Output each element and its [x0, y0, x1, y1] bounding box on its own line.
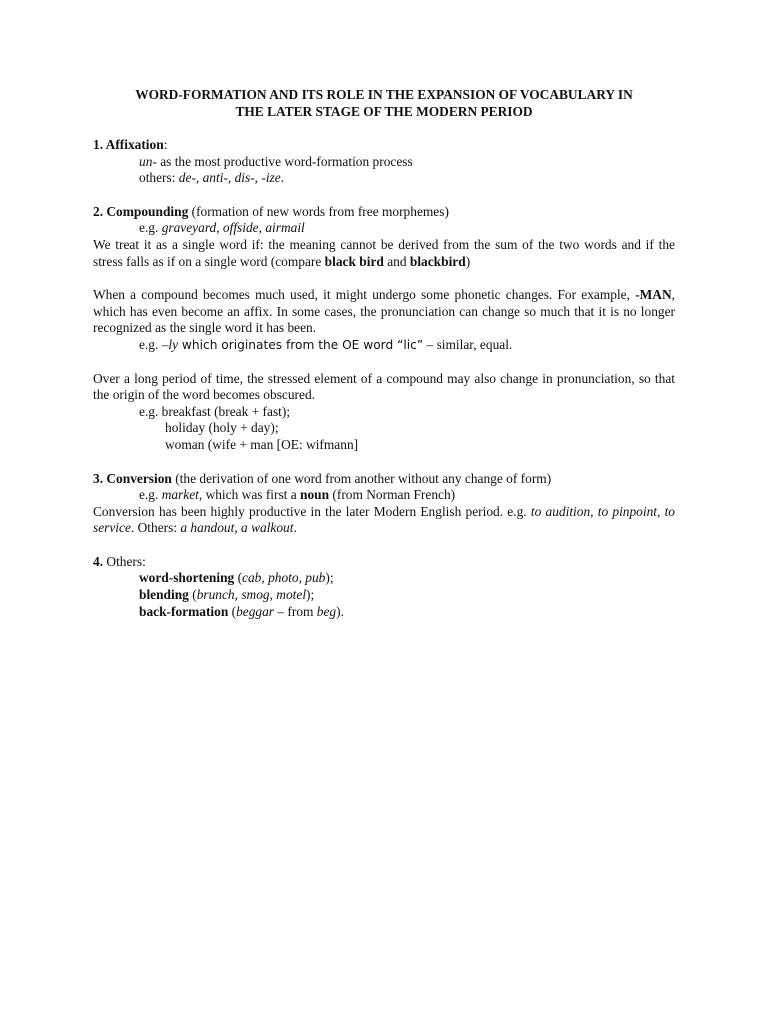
compounding-paragraph-1: We treat it as a single word if: the meaning cannot be derived from the sum of the two words and if the stress falls as if on a single word (compare black bird and blackbird): [93, 236, 675, 269]
compounding-paragraph-3: Over a long period of time, the stressed element of a compound may also change in pronunciation, so that the origin of the word becomes obscured.: [93, 370, 675, 403]
conversion-example: e.g. market, which was first a noun (from Norman French): [139, 487, 456, 503]
affixation-line-1: un- as the most productive word-formation process: [139, 153, 413, 169]
compounding-example: e.g. graveyard, offside, airmail: [139, 220, 305, 236]
conversion-paragraph: Conversion has been highly productive in the later Modern English period. e.g. to audition, to pinpoint, to service. Others: a handout, a walkout.: [93, 503, 676, 536]
compounding-example-2: e.g. –ly which originates from the OE word “lic” – similar, equal.: [139, 336, 513, 352]
others-item-word-shortening: word-shortening (cab, photo, pub);: [139, 570, 334, 586]
compounding-example-woman: woman (wife + man [OE: wifmann]: [165, 436, 359, 452]
others-heading: 4. Others:: [93, 553, 146, 569]
others-item-back-formation: back-formation (beggar – from beg).: [139, 603, 344, 619]
affixation-line-2: others: de-, anti-, dis-, -ize.: [139, 170, 285, 186]
compounding-paragraph-2: When a compound becomes much used, it might undergo some phonetic changes. For example, -MAN, which has even become an affix. In some cases, the pronunciation can change so much that it is no longer recognized as the single word it has been.: [93, 287, 675, 336]
conversion-heading: 3. Conversion (the derivation of one word from another without any change of form): [93, 470, 552, 486]
title-line-2: THE LATER STAGE OF THE MODERN PERIOD: [235, 104, 533, 119]
affixation-heading: 1. Affixation:: [93, 137, 168, 152]
document-page: [93, 86, 675, 620]
compounding-example-holiday: holiday (holy + day);: [165, 420, 279, 436]
others-item-blending: blending (brunch, smog, motel);: [139, 587, 315, 603]
compounding-example-breakfast: e.g. breakfast (break + fast);: [139, 403, 291, 419]
compounding-heading: 2. Compounding (formation of new words from free morphemes): [93, 203, 449, 219]
document-title: [93, 86, 675, 120]
title-line-1: WORD-FORMATION AND ITS ROLE IN THE EXPANSION OF VOCABULARY IN: [135, 87, 633, 102]
